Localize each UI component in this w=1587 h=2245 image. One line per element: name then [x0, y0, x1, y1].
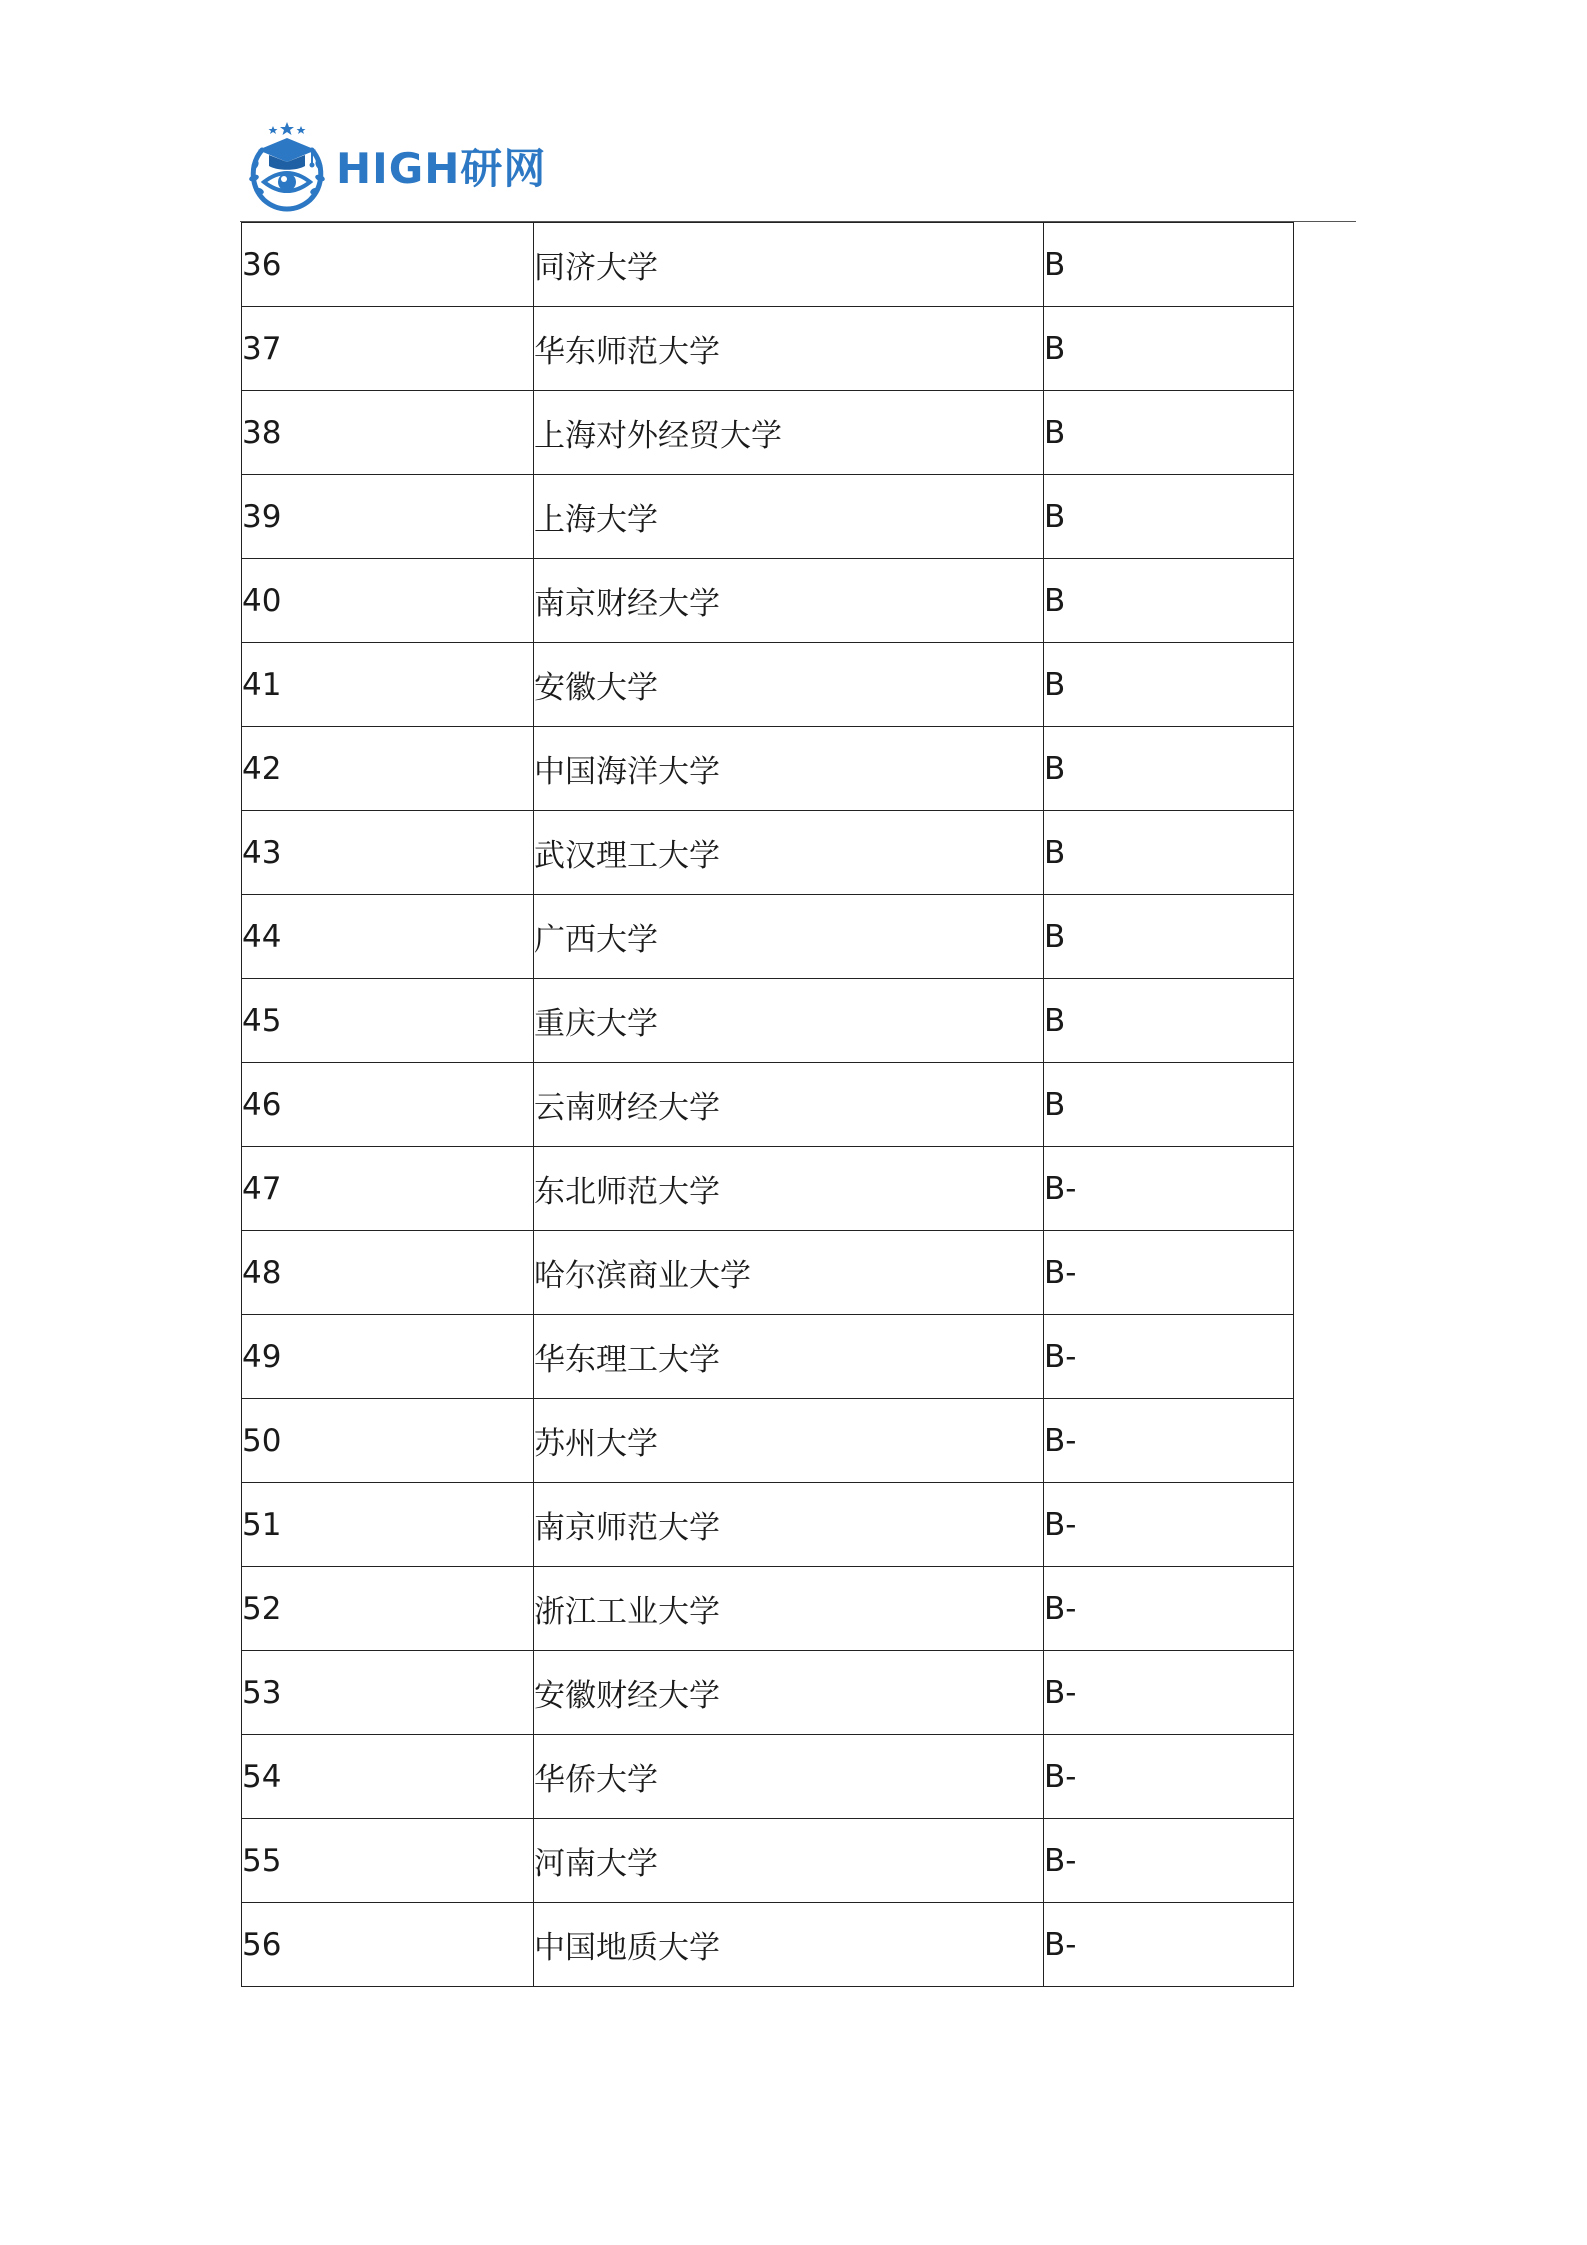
grade-text: B- — [1044, 1674, 1077, 1711]
university-name-cell — [534, 727, 1044, 811]
table-row — [242, 1063, 1294, 1147]
table-row — [242, 727, 1294, 811]
grade-cell — [1044, 811, 1294, 895]
grade-text: B- — [1044, 1590, 1077, 1627]
rank-cell — [242, 895, 534, 979]
table-row — [242, 475, 1294, 559]
university-name-text: 武汉理工大学 — [534, 838, 720, 874]
grade-cell — [1044, 979, 1294, 1063]
grade-text: B — [1044, 330, 1066, 367]
university-name-cell — [534, 223, 1044, 307]
table-row — [242, 1483, 1294, 1567]
grade-cell — [1044, 1567, 1294, 1651]
university-name-text: 同济大学 — [534, 250, 658, 286]
grade-cell — [1044, 1315, 1294, 1399]
rank-cell — [242, 1063, 534, 1147]
grade-text: B- — [1044, 1338, 1077, 1375]
rank-text: 47 — [242, 1170, 282, 1207]
rank-text: 48 — [242, 1254, 282, 1291]
grade-cell — [1044, 1483, 1294, 1567]
university-name-cell — [534, 1735, 1044, 1819]
grade-cell — [1044, 1651, 1294, 1735]
table-body — [242, 223, 1294, 1987]
rank-text: 38 — [242, 414, 282, 451]
table-row — [242, 307, 1294, 391]
university-name-text: 苏州大学 — [534, 1426, 658, 1462]
table-row — [242, 223, 1294, 307]
grade-cell — [1044, 223, 1294, 307]
university-name-text: 华侨大学 — [534, 1762, 658, 1798]
university-name-text: 上海大学 — [534, 502, 658, 538]
rank-cell — [242, 1483, 534, 1567]
page-header — [244, 116, 546, 216]
table-row — [242, 1231, 1294, 1315]
table-row — [242, 811, 1294, 895]
rank-cell — [242, 1315, 534, 1399]
grade-cell — [1044, 475, 1294, 559]
university-name-text: 安徽大学 — [534, 670, 658, 706]
grade-cell — [1044, 1735, 1294, 1819]
rank-text: 41 — [242, 666, 282, 703]
university-name-text: 河南大学 — [534, 1846, 658, 1882]
university-name-text: 南京师范大学 — [534, 1510, 720, 1546]
grade-cell — [1044, 307, 1294, 391]
university-grade-table — [241, 222, 1294, 1987]
grade-text: B- — [1044, 1506, 1077, 1543]
university-name-cell — [534, 307, 1044, 391]
table-row — [242, 1567, 1294, 1651]
university-name-cell — [534, 1903, 1044, 1987]
grade-text: B — [1044, 582, 1066, 619]
university-name-text: 广西大学 — [534, 922, 658, 958]
grade-cell — [1044, 727, 1294, 811]
university-name-cell — [534, 895, 1044, 979]
university-name-text: 重庆大学 — [534, 1006, 658, 1042]
table-row — [242, 1651, 1294, 1735]
table-row — [242, 979, 1294, 1063]
rank-text: 37 — [242, 330, 282, 367]
rank-cell — [242, 979, 534, 1063]
rank-text: 45 — [242, 1002, 282, 1039]
rank-text: 49 — [242, 1338, 282, 1375]
rank-cell — [242, 643, 534, 727]
university-name-text: 云南财经大学 — [534, 1090, 720, 1126]
rank-text: 46 — [242, 1086, 282, 1123]
grade-text: B — [1044, 246, 1066, 283]
university-name-cell — [534, 475, 1044, 559]
rank-cell — [242, 1735, 534, 1819]
grade-cell — [1044, 895, 1294, 979]
grade-text: B- — [1044, 1926, 1077, 1963]
university-name-text: 南京财经大学 — [534, 586, 720, 622]
grade-text: B- — [1044, 1422, 1077, 1459]
university-name-cell — [534, 1063, 1044, 1147]
rank-cell — [242, 811, 534, 895]
table-row — [242, 1315, 1294, 1399]
rank-text: 55 — [242, 1842, 282, 1879]
rank-text: 40 — [242, 582, 282, 619]
university-name-text: 上海对外经贸大学 — [534, 418, 782, 454]
grade-cell — [1044, 1147, 1294, 1231]
rank-cell — [242, 1231, 534, 1315]
table-row — [242, 1147, 1294, 1231]
rank-text: 56 — [242, 1926, 282, 1963]
university-name-cell — [534, 1819, 1044, 1903]
grade-text: B — [1044, 918, 1066, 955]
rank-text: 39 — [242, 498, 282, 535]
table-row — [242, 1735, 1294, 1819]
university-name-text: 中国海洋大学 — [534, 754, 720, 790]
grade-text: B- — [1044, 1758, 1077, 1795]
university-name-cell — [534, 391, 1044, 475]
rank-cell — [242, 391, 534, 475]
grade-cell — [1044, 1819, 1294, 1903]
university-name-text: 东北师范大学 — [534, 1174, 720, 1210]
rank-cell — [242, 1147, 534, 1231]
university-name-cell — [534, 1651, 1044, 1735]
grade-text: B — [1044, 1086, 1066, 1123]
rank-text: 52 — [242, 1590, 282, 1627]
grade-text: B — [1044, 498, 1066, 535]
rank-cell — [242, 223, 534, 307]
table-row — [242, 1903, 1294, 1987]
table-row — [242, 643, 1294, 727]
university-name-cell — [534, 811, 1044, 895]
table-row — [242, 391, 1294, 475]
university-name-text: 中国地质大学 — [534, 1930, 720, 1966]
rank-cell — [242, 1819, 534, 1903]
rank-text: 50 — [242, 1422, 282, 1459]
rank-cell — [242, 727, 534, 811]
grade-text: B — [1044, 834, 1066, 871]
rank-text: 36 — [242, 246, 282, 283]
university-name-cell — [534, 1483, 1044, 1567]
grade-cell — [1044, 1903, 1294, 1987]
rank-text: 54 — [242, 1758, 282, 1795]
grade-cell — [1044, 643, 1294, 727]
grade-cell — [1044, 1063, 1294, 1147]
graduation-cap-eye-emblem-icon — [244, 120, 330, 212]
grade-cell — [1044, 391, 1294, 475]
rank-cell — [242, 1651, 534, 1735]
table-row — [242, 1399, 1294, 1483]
university-name-cell — [534, 1567, 1044, 1651]
grade-text: B — [1044, 1002, 1066, 1039]
grade-cell — [1044, 1399, 1294, 1483]
rank-cell — [242, 1903, 534, 1987]
brand-logo-text: HIGH研网 — [336, 144, 547, 193]
rank-cell — [242, 475, 534, 559]
rank-text: 42 — [242, 750, 282, 787]
grade-text: B- — [1044, 1842, 1077, 1879]
university-name-cell — [534, 1315, 1044, 1399]
university-name-text: 哈尔滨商业大学 — [534, 1258, 751, 1294]
table-row — [242, 895, 1294, 979]
university-name-cell — [534, 643, 1044, 727]
table-row — [242, 1819, 1294, 1903]
rank-cell — [242, 559, 534, 643]
university-name-text: 浙江工业大学 — [534, 1594, 720, 1630]
rank-text: 43 — [242, 834, 282, 871]
university-name-cell — [534, 979, 1044, 1063]
university-name-text: 华东理工大学 — [534, 1342, 720, 1378]
rank-cell — [242, 1399, 534, 1483]
university-name-cell — [534, 1399, 1044, 1483]
rank-cell — [242, 1567, 534, 1651]
grade-text: B- — [1044, 1170, 1077, 1207]
university-name-text: 华东师范大学 — [534, 334, 720, 370]
university-name-cell — [534, 559, 1044, 643]
rank-text: 44 — [242, 918, 282, 955]
grade-text: B- — [1044, 1254, 1077, 1291]
grade-text: B — [1044, 414, 1066, 451]
university-name-cell — [534, 1147, 1044, 1231]
grade-cell — [1044, 559, 1294, 643]
rank-text: 53 — [242, 1674, 282, 1711]
university-name-cell — [534, 1231, 1044, 1315]
grade-cell — [1044, 1231, 1294, 1315]
university-name-text: 安徽财经大学 — [534, 1678, 720, 1714]
rank-text: 51 — [242, 1506, 282, 1543]
table-row — [242, 559, 1294, 643]
grade-text: B — [1044, 750, 1066, 787]
rank-cell — [242, 307, 534, 391]
grade-text: B — [1044, 666, 1066, 703]
